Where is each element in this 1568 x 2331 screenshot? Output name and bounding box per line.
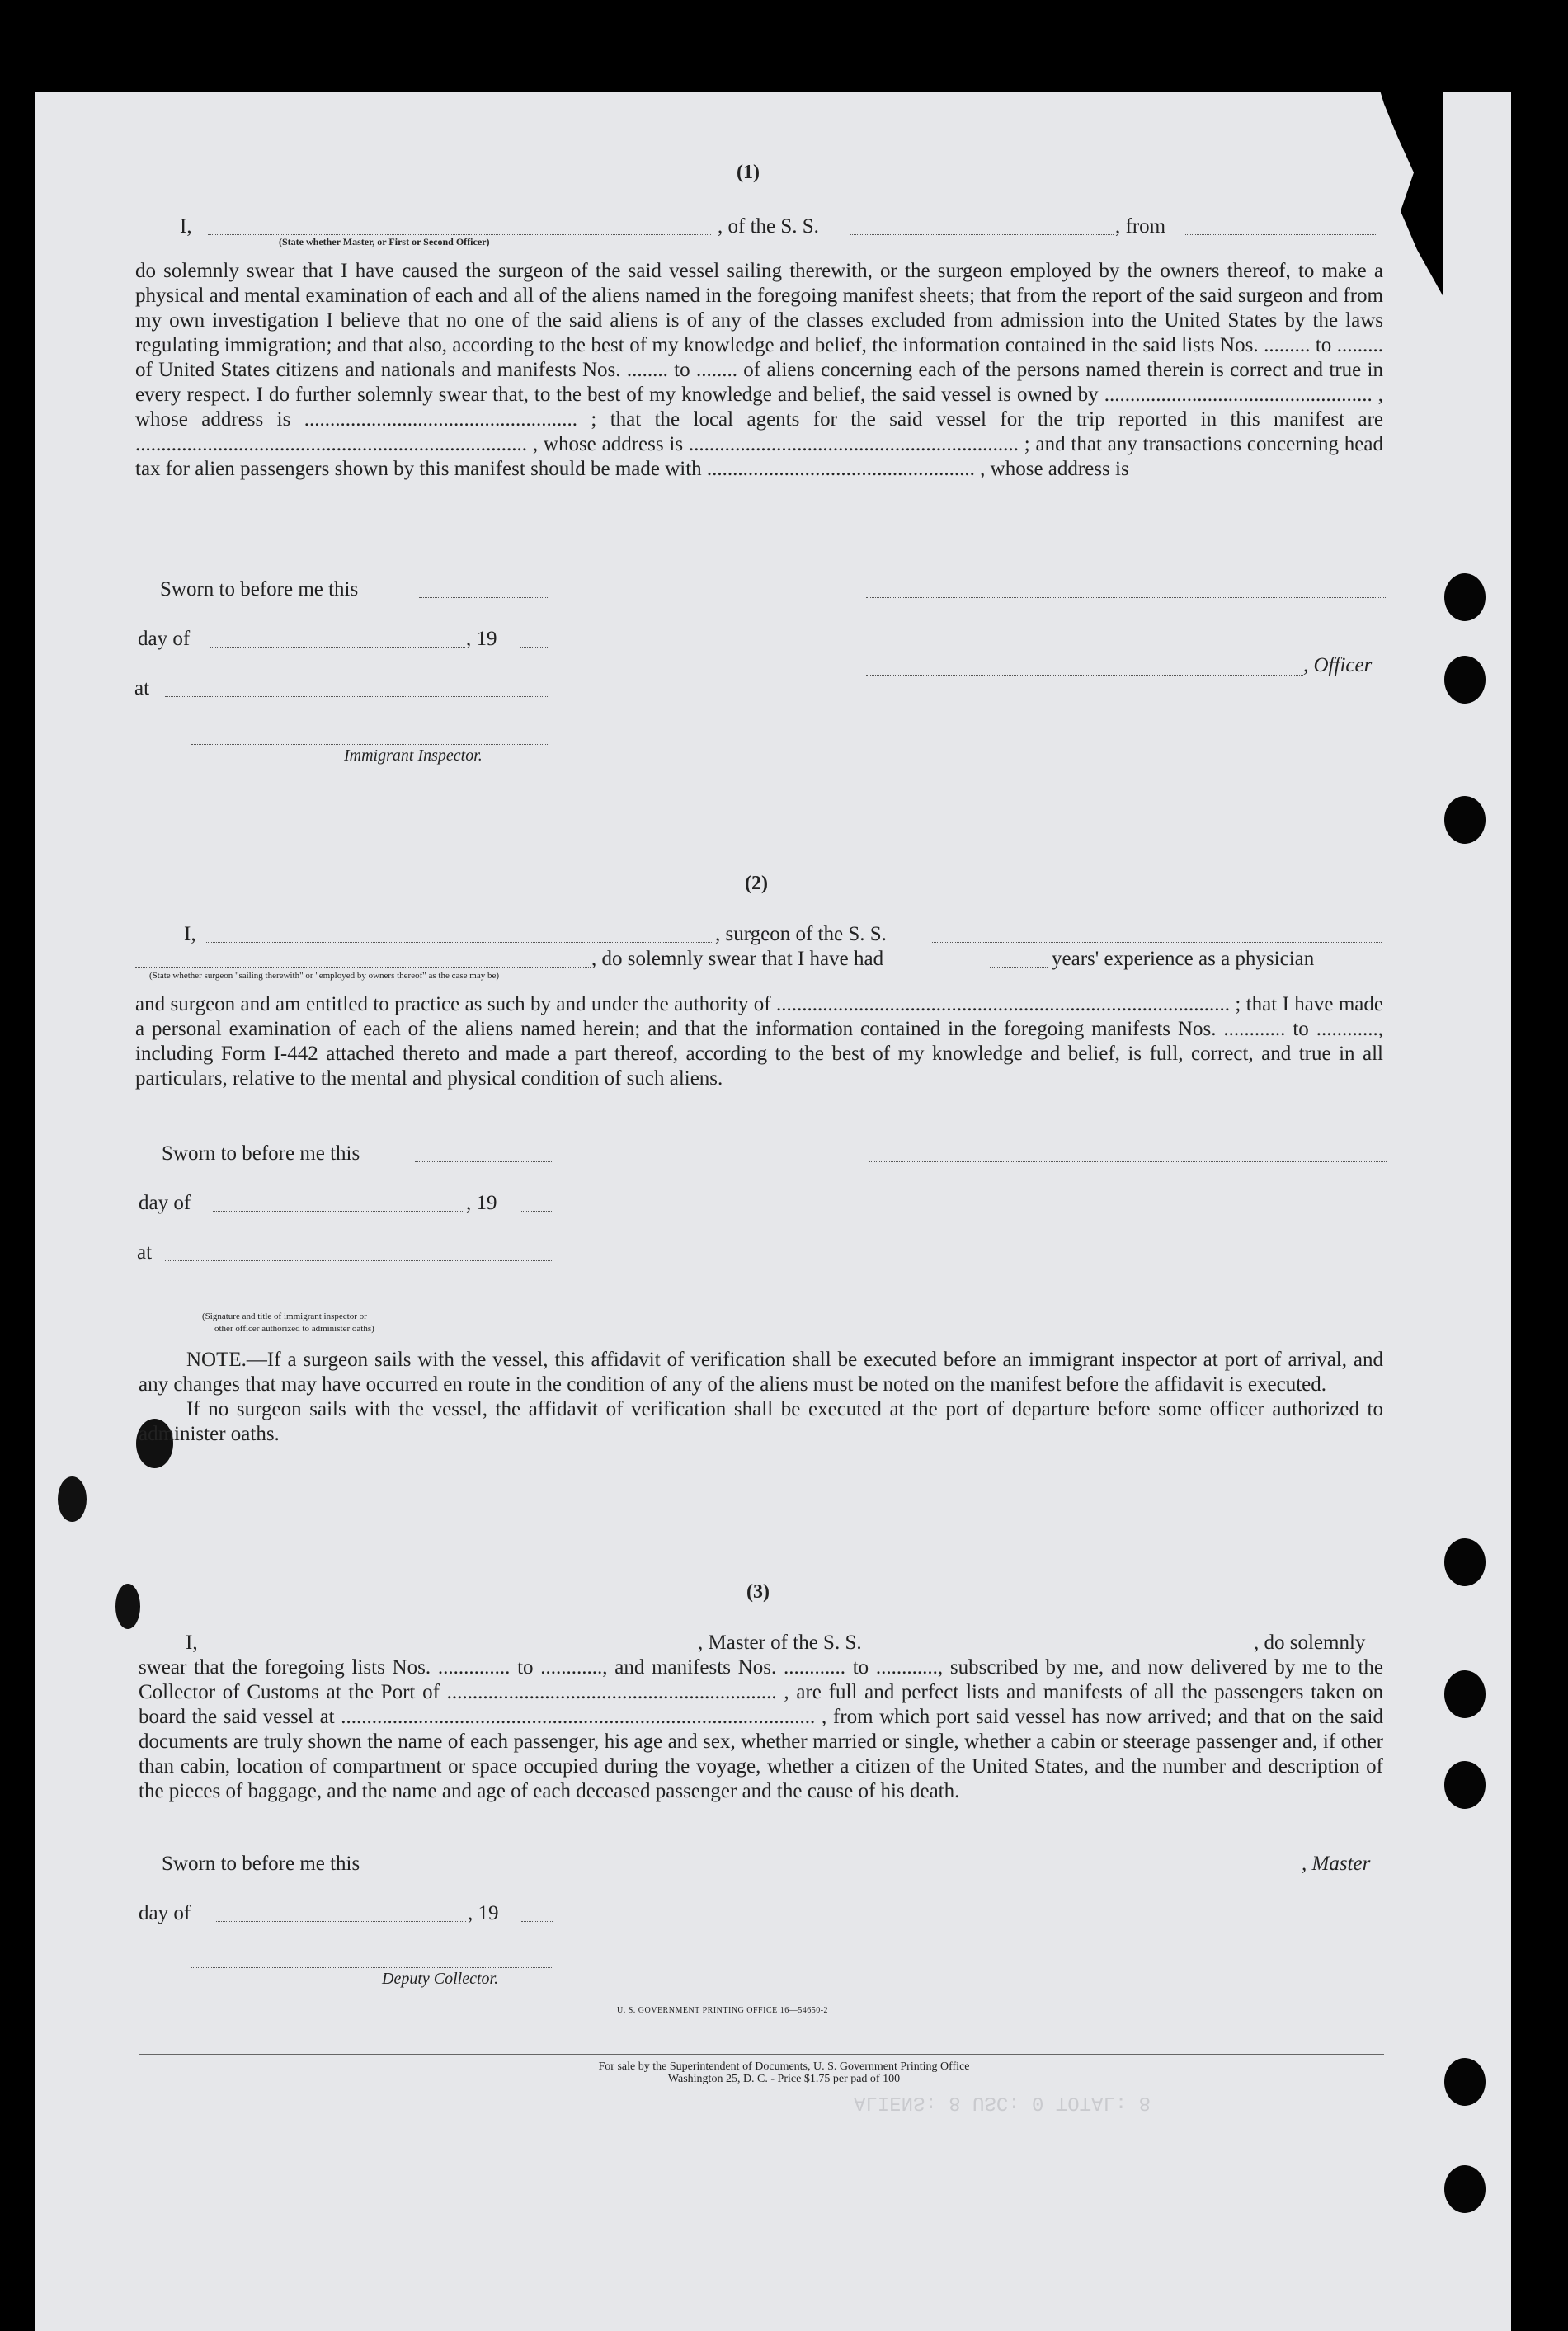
from-label: , from bbox=[1115, 215, 1166, 238]
year-label-2: , 19 bbox=[466, 1192, 497, 1214]
binder-hole bbox=[1444, 2165, 1486, 2213]
sworn-date-line-2[interactable] bbox=[415, 1161, 552, 1162]
binder-hole bbox=[1444, 656, 1486, 704]
inspector-label: Immigrant Inspector. bbox=[344, 746, 483, 765]
sworn-label-3: Sworn to before me this bbox=[162, 1853, 360, 1875]
at-label-2: at bbox=[137, 1241, 153, 1264]
section2-body: and surgeon and am entitled to practice as such by and under the authority of ........................................................................................ ; that I have made a personal examination of each of the aliens named herein; and that the information contained in the foregoing manifests Nos. ............ to ............, including Form I-442 attached thereto and made a part thereof, according to the best of my knowledge and belief, is full, correct, and true in all particulars, relative to the mental and physical condition of such aliens. bbox=[135, 993, 1383, 1090]
year-line-1[interactable] bbox=[520, 647, 549, 648]
show-through-text: ALIENS: 8 USC: 0 TOTAL: 8 bbox=[854, 2091, 1151, 2113]
master-label: , Master bbox=[1302, 1853, 1371, 1875]
signature-note-2: other officer authorized to administer oaths) bbox=[214, 1324, 374, 1334]
year-label-3: , 19 bbox=[468, 1902, 499, 1924]
signature-note-1: (Signature and title of immigrant inspector or bbox=[202, 1311, 367, 1321]
officer-label: , Officer bbox=[1303, 654, 1373, 676]
surgeon-note: (State whether surgeon "sailing therewith" or "employed by owners thereof" as the case may be) bbox=[149, 971, 500, 981]
day-of-label-1: day of bbox=[138, 628, 191, 650]
ship-name-line[interactable] bbox=[850, 234, 1114, 235]
years-line[interactable] bbox=[990, 967, 1048, 968]
day-of-label-3: day of bbox=[139, 1902, 191, 1924]
year-line-3[interactable] bbox=[521, 1921, 553, 1922]
binder-hole bbox=[1444, 1670, 1486, 1718]
footer-rule bbox=[139, 2054, 1384, 2055]
surgeon-of-label: , surgeon of the S. S. bbox=[715, 923, 887, 945]
binder-hole bbox=[1444, 796, 1486, 844]
section-number-1: (1) bbox=[737, 162, 760, 183]
binder-hole bbox=[1444, 573, 1486, 621]
at-line-2[interactable] bbox=[165, 1260, 552, 1261]
surgeon-ship-line[interactable] bbox=[932, 942, 1382, 943]
i-label-3: I, bbox=[186, 1632, 198, 1654]
binder-hole bbox=[1444, 1761, 1486, 1809]
collector-label: Deputy Collector. bbox=[382, 1970, 499, 1988]
section3-body: swear that the foregoing lists Nos. .............. to ............, and manifests Nos. ............ to ............, subscribed by me, and now delivered by me to the Collector of Customs at the Port of ................................................................ , are full and perfect lists and manifests of all the passengers taken on board the said vessel at ............................................................................................ , from which port said vessel has now arrived; and that on the said documents are truly shown the name of each passenger, his age and sex, whether married or single, whether a cabin or steerage passenger and, if other than cabin, location of compartment or space occupied during the voyage, whether a citizen of the United States, and the number and description of the pieces of baggage, and the name and age of each deceased passenger and the cause of his death. bbox=[139, 1656, 1383, 1802]
day-of-line-2[interactable] bbox=[213, 1211, 464, 1212]
master-of-label: , Master of the S. S. bbox=[698, 1632, 862, 1654]
i-label-2: I, bbox=[184, 923, 196, 945]
of-ss-label: , of the S. S. bbox=[718, 215, 819, 238]
i-label: I, bbox=[180, 215, 192, 238]
year-line-2[interactable] bbox=[520, 1211, 552, 1212]
day-of-line-3[interactable] bbox=[216, 1921, 466, 1922]
binder-hole bbox=[1444, 1538, 1486, 1586]
at-line-1[interactable] bbox=[165, 696, 549, 697]
signature-line-1[interactable] bbox=[866, 597, 1386, 598]
from-port-line[interactable] bbox=[1184, 234, 1377, 235]
note-paragraph: NOTE.—If a surgeon sails with the vessel, this affidavit of verification shall be executed before an immigrant inspector at port of arrival, and any changes that may have occurred en route in the condition of any of the aliens must be noted on the manifest before the affidavit is executed. If no surgeon sails with the vessel, the affidavit of verification shall be executed at the port of departure before some officer authorized to administer oaths. bbox=[139, 1349, 1383, 1445]
sworn-date-line-1[interactable] bbox=[419, 597, 549, 598]
surgeon-name-line[interactable] bbox=[206, 942, 713, 943]
ink-blot bbox=[58, 1476, 87, 1522]
at-label-1: at bbox=[134, 677, 150, 699]
sworn-label-1: Sworn to before me this bbox=[160, 578, 359, 600]
day-of-line-1[interactable] bbox=[210, 647, 465, 648]
collector-signature-line[interactable] bbox=[191, 1967, 552, 1968]
officer-note: (State whether Master, or First or Second Officer) bbox=[279, 236, 490, 247]
sworn-label-2: Sworn to before me this bbox=[162, 1142, 360, 1165]
section-number-3: (3) bbox=[746, 1581, 770, 1603]
section1-body: do solemnly swear that I have caused the surgeon of the said vessel sailing therewith, or the surgeon employed by the owners thereof, to make a physical and mental examination of each and all of the aliens named in the foregoing manifest sheets; that from the report of the said surgeon and from my own investigation I believe that no one of the said aliens is of any of the classes excluded from admission into the United States by the laws regulating immigration; and that also, according to the best of my knowledge and belief, the information contained in the said lists Nos. ......... to ......... of United States citizens and nationals and manifests Nos. ........ to ........ of aliens concerning each of the persons named therein is correct and true in every respect. I do further solemnly swear that, to the best of my knowledge and belief, the said vessel is owned by .................................................... , whose address is ..................................................... ; that the local agents for the said vessel for the trip reported in this manifest are ............................................................................ , whose address is ................................................................ ; and that any transactions concerning head tax for alien passengers shown by this manifest should be made with .................................................... , whose address is bbox=[135, 260, 1383, 480]
sale-line-2: Washington 25, D. C. - Price $1.75 per pad of 100 bbox=[667, 2073, 901, 2085]
do-solemnly-label: , do solemnly bbox=[1254, 1632, 1366, 1654]
inspector-signature-line[interactable] bbox=[191, 744, 549, 745]
sale-line-1: For sale by the Superintendent of Documents, U. S. Government Printing Office bbox=[598, 2060, 970, 2073]
section-number-2: (2) bbox=[745, 873, 768, 894]
surgeon-type-line[interactable] bbox=[135, 967, 591, 968]
year-label-1: , 19 bbox=[466, 628, 497, 650]
swear-label: , do solemnly swear that I have had bbox=[591, 948, 884, 970]
officer-name-line[interactable] bbox=[208, 234, 711, 235]
ink-blot bbox=[115, 1584, 140, 1629]
day-of-label-2: day of bbox=[139, 1192, 191, 1214]
printing-office: U. S. GOVERNMENT PRINTING OFFICE 16—54650-2 bbox=[617, 2006, 829, 2015]
officer-line[interactable] bbox=[866, 675, 1303, 676]
signature-line-2[interactable] bbox=[869, 1161, 1387, 1162]
years-label: years' experience as a physician bbox=[1052, 948, 1315, 970]
